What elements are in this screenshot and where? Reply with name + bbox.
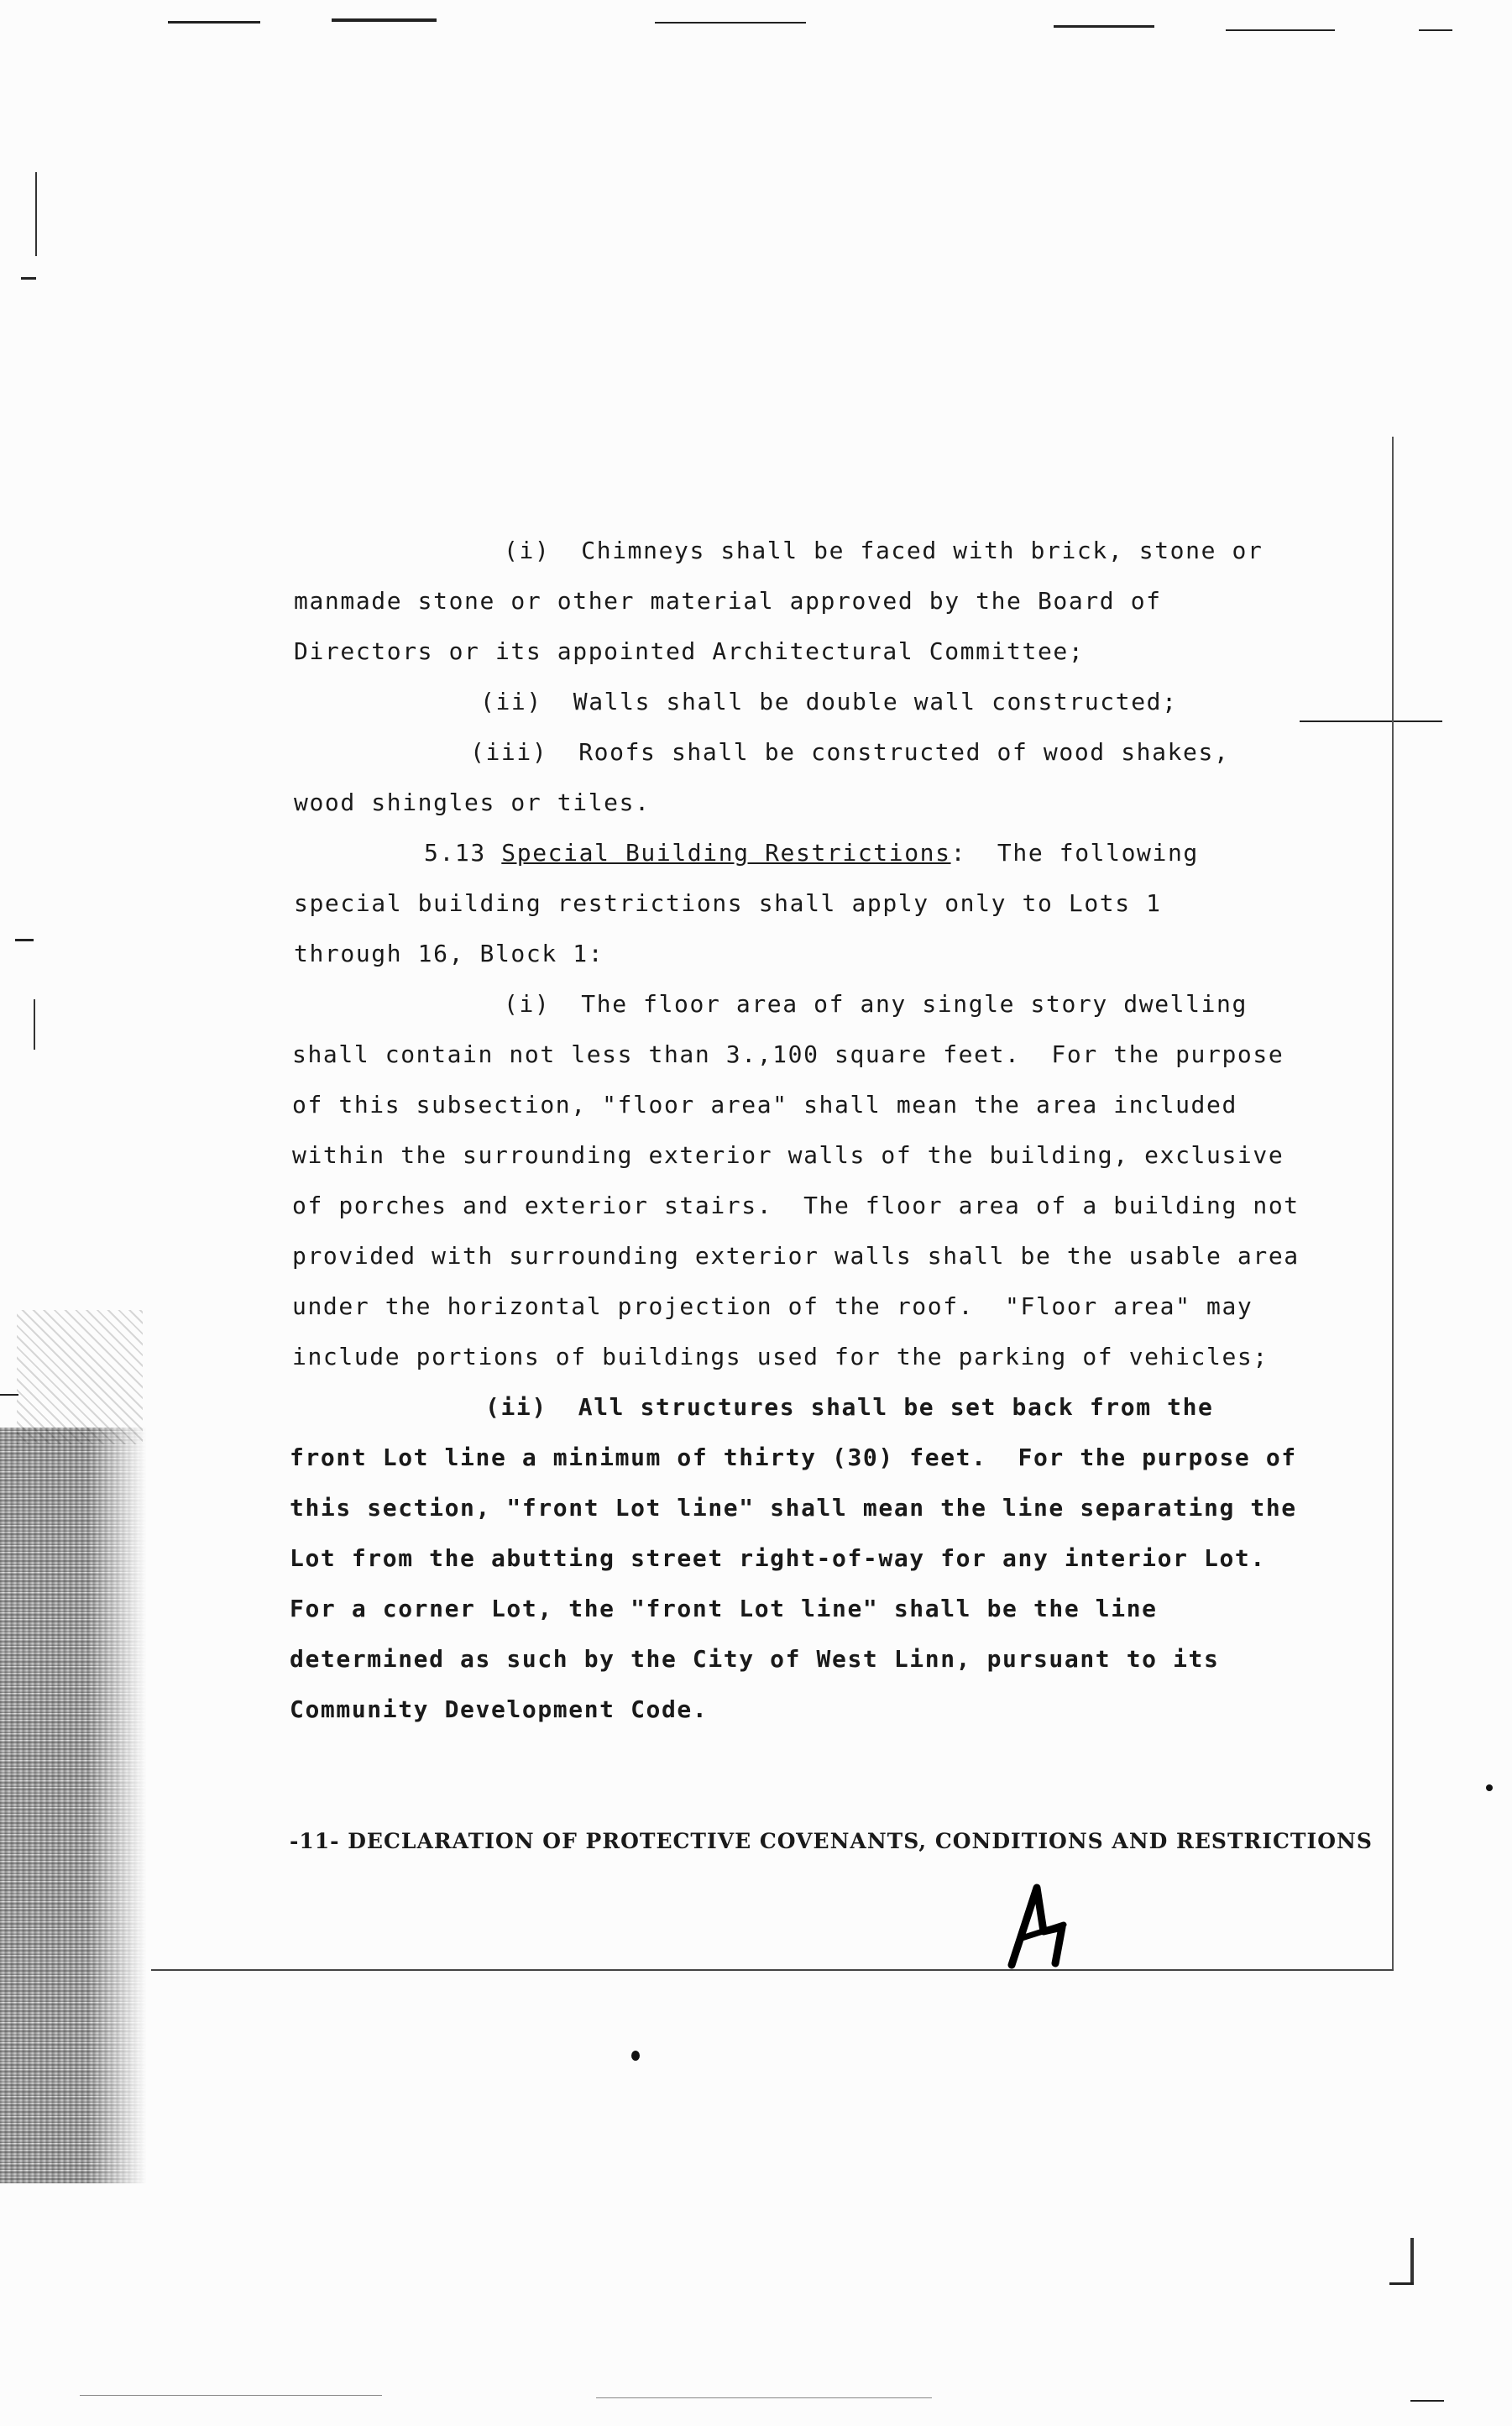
scan-artifact-bottom-2 xyxy=(596,2397,932,2398)
text-line-24: Community Development Code. xyxy=(290,1695,709,1723)
scan-artifact-top-4 xyxy=(1054,25,1154,28)
scan-artifact-bottom-right xyxy=(1410,2400,1444,2402)
scan-artifact-left-1 xyxy=(35,172,37,256)
text-line-14: of porches and exterior stairs. The floor area of a building not xyxy=(292,1192,1300,1219)
section-heading-rest: : The following xyxy=(950,839,1199,867)
section-heading-line xyxy=(424,840,1199,867)
text-line-10: (i) The floor area of any single story dwelling xyxy=(504,990,1248,1018)
scan-artifact-top-5 xyxy=(1226,29,1335,31)
text-line-4: (ii) Walls shall be double wall constructed; xyxy=(480,688,1178,715)
scan-artifact-top-3 xyxy=(655,22,806,24)
scan-artifact-top-2 xyxy=(332,18,437,22)
scan-dot-bottom xyxy=(631,2051,640,2061)
text-line-2: manmade stone or other material approved by the Board of xyxy=(294,587,1162,615)
scan-artifact-left-3 xyxy=(15,939,34,941)
text-line-22: For a corner Lot, the "front Lot line" shall be the line xyxy=(290,1595,1158,1622)
text-line-13: within the surrounding exterior walls of the building, exclusive xyxy=(292,1141,1284,1169)
section-number: 5.13 xyxy=(424,839,502,867)
text-line-3: Directors or its appointed Architectural Committee; xyxy=(294,637,1085,665)
scan-artifact-top-1 xyxy=(168,21,260,24)
scan-artifact-top-6 xyxy=(1419,29,1452,31)
text-line-15: provided with surrounding exterior walls shall be the usable area xyxy=(292,1242,1300,1270)
scan-artifact-left-2 xyxy=(21,277,36,280)
scan-artifact-left-5 xyxy=(0,1394,18,1396)
scan-artifact-corner-horizontal xyxy=(1389,2282,1414,2285)
text-line-5: (iii) Roofs shall be constructed of wood shakes, xyxy=(470,738,1230,766)
text-line-1: (i) Chimneys shall be faced with brick, stone or xyxy=(504,537,1263,564)
scan-dot-right xyxy=(1486,1784,1493,1791)
text-line-21: Lot from the abutting street right-of-way for any interior Lot. xyxy=(290,1544,1266,1572)
handwritten-initial-mark xyxy=(1003,1881,1079,1973)
text-line-20: this section, "front Lot line" shall mean the line separating the xyxy=(290,1494,1297,1522)
scan-artifact-corner-vertical xyxy=(1410,2238,1414,2284)
text-line-11: shall contain not less than 3.,100 square feet. For the purpose xyxy=(292,1040,1284,1068)
scan-artifact-bottom-1 xyxy=(80,2395,382,2396)
scan-noise-lower xyxy=(0,1428,147,2183)
text-line-12: of this subsection, "floor area" shall mean the area included xyxy=(292,1091,1237,1119)
scan-artifact-right-1 xyxy=(1300,720,1442,722)
text-line-18: (ii) All structures shall be set back from the xyxy=(485,1393,1214,1421)
page-footer: -11- DECLARATION OF PROTECTIVE COVENANTS, CONDITIONS AND RESTRICTIONS xyxy=(290,1829,1373,1853)
text-line-17: include portions of buildings used for the parking of vehicles; xyxy=(292,1343,1269,1370)
text-line-19: front Lot line a minimum of thirty (30) feet. For the purpose of xyxy=(290,1444,1297,1471)
page-border-bottom xyxy=(151,1969,1394,1971)
text-line-16: under the horizontal projection of the roof. "Floor area" may xyxy=(292,1292,1253,1320)
page-border-right xyxy=(1392,437,1394,1970)
text-line-6: wood shingles or tiles. xyxy=(294,789,651,816)
text-line-8: special building restrictions shall apply only to Lots 1 xyxy=(294,889,1162,917)
text-line-9: through 16, Block 1: xyxy=(294,940,604,967)
text-line-23: determined as such by the City of West Linn, pursuant to its xyxy=(290,1645,1220,1673)
section-heading: Special Building Restrictions xyxy=(501,839,951,867)
scan-noise-upper xyxy=(17,1310,143,1444)
scan-artifact-left-4 xyxy=(34,999,35,1050)
